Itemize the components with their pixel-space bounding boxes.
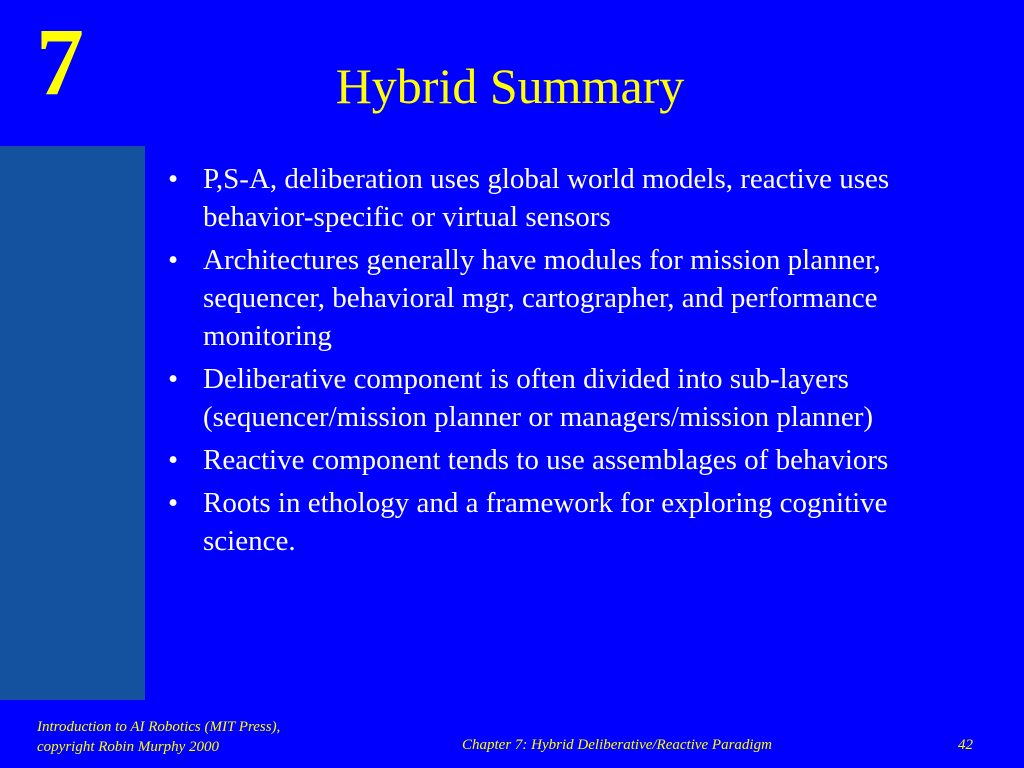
bullet-item [160, 441, 980, 479]
bullet-list [160, 160, 980, 565]
page-number: 42 [958, 737, 973, 753]
footer-credit-line: copyright Robin Murphy 2000 [37, 739, 220, 755]
bullet-dot-icon: • [168, 363, 179, 395]
footer-credit [37, 717, 280, 757]
bullet-text: Deliberative component is often divided into sub-layers (sequencer/mission planner or managers/mission planner) [203, 363, 874, 433]
bullet-dot-icon: • [168, 444, 179, 476]
bullet-dot-icon: • [168, 244, 179, 276]
side-bar [0, 146, 145, 700]
bullet-dot-icon: • [168, 487, 179, 519]
bullet-item [160, 160, 980, 236]
bullet-item [160, 484, 980, 560]
slide-title: Hybrid Summary [335, 58, 685, 114]
bullet-dot-icon: • [168, 163, 179, 195]
footer-credit-line: Introduction to AI Robotics (MIT Press), [37, 719, 281, 735]
bullet-text: Roots in ethology and a framework for exploring cognitive science. [203, 487, 888, 557]
chapter-number: 7 [36, 8, 84, 115]
bullet-text: P,S-A, deliberation uses global world models, reactive uses behavior-specific or virtual sensors [203, 163, 890, 233]
bullet-text: Architectures generally have modules for mission planner, sequencer, behavioral mgr, cartographer, and performance monitoring [203, 244, 881, 352]
footer-chapter: Chapter 7: Hybrid Deliberative/Reactive Paradigm [462, 737, 772, 753]
bullet-text: Reactive component tends to use assemblages of behaviors [203, 444, 889, 476]
bullet-item [160, 241, 980, 355]
bullet-item [160, 360, 980, 436]
